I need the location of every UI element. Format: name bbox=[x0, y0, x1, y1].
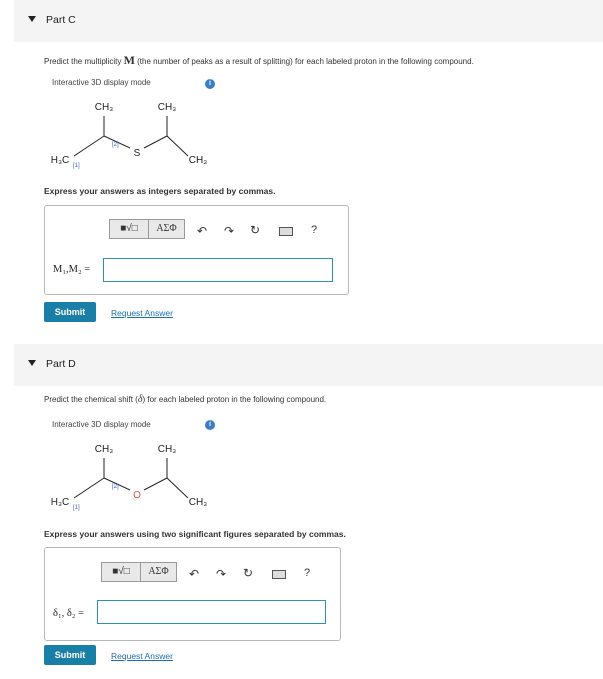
templates-button[interactable]: ■√□ bbox=[110, 220, 149, 238]
atom-label: H₃C bbox=[50, 155, 70, 166]
delta-symbol: δ bbox=[137, 394, 143, 405]
prompt-text: ) for each labeled proton in the following compound. bbox=[142, 395, 327, 404]
atom-label: CH₃ bbox=[157, 444, 177, 455]
part-d-header[interactable] bbox=[14, 344, 603, 386]
prompt-text: Predict the chemical shift ( bbox=[44, 395, 138, 404]
part-d-title: Part D bbox=[46, 358, 76, 370]
answer-input-c[interactable] bbox=[103, 258, 333, 282]
instruction-text: Express your answers as integers separated by commas. bbox=[44, 186, 276, 196]
info-icon[interactable]: i bbox=[205, 79, 215, 89]
field-label: M₁,M₂ = bbox=[53, 264, 91, 275]
heteroatom-label: O bbox=[133, 490, 141, 501]
part-c-header[interactable] bbox=[14, 0, 603, 42]
info-icon[interactable]: i bbox=[205, 420, 215, 430]
help-icon[interactable]: ? bbox=[304, 567, 311, 579]
atom-label: CH₃ bbox=[188, 497, 208, 508]
field-label: δ₁, δ₂ = bbox=[53, 608, 85, 619]
request-answer-link-c[interactable]: Request Answer bbox=[111, 308, 173, 318]
keyboard-icon[interactable] bbox=[279, 227, 293, 236]
templates-button[interactable]: ■√□ bbox=[102, 563, 141, 581]
part-c-prompt bbox=[44, 53, 474, 68]
submit-button-c[interactable]: Submit bbox=[44, 302, 96, 322]
collapse-caret-icon[interactable] bbox=[28, 16, 36, 22]
answer-input-d[interactable] bbox=[97, 600, 326, 624]
proton-label-2: [2] bbox=[112, 484, 119, 490]
collapse-caret-icon[interactable] bbox=[28, 360, 36, 366]
molecule-structure-d[interactable] bbox=[40, 438, 240, 518]
multiplicity-symbol: M bbox=[123, 53, 135, 67]
atom-label: CH₃ bbox=[157, 102, 177, 113]
redo-icon[interactable]: ↷ bbox=[216, 567, 227, 581]
proton-label-2: [2] bbox=[112, 142, 119, 148]
math-toolbar bbox=[101, 562, 177, 582]
reset-icon[interactable]: ↻ bbox=[243, 566, 254, 580]
undo-icon[interactable]: ↶ bbox=[189, 567, 200, 581]
help-icon[interactable]: ? bbox=[311, 224, 318, 236]
display-mode-label: Interactive 3D display mode bbox=[52, 420, 151, 429]
redo-icon[interactable]: ↷ bbox=[224, 224, 235, 238]
part-c-title: Part C bbox=[46, 14, 76, 26]
atom-label: CH₃ bbox=[94, 102, 114, 113]
greek-letters-button[interactable]: ΑΣΦ bbox=[156, 223, 177, 234]
instruction-text: Express your answers using two significant figures separated by commas. bbox=[44, 529, 346, 539]
prompt-text: Predict the multiplicity bbox=[44, 57, 124, 66]
answer-box-d bbox=[44, 547, 341, 641]
request-answer-link-d[interactable]: Request Answer bbox=[111, 651, 173, 661]
prompt-text: (the number of peaks as a result of splitting) for each labeled proton in the following compound. bbox=[134, 57, 474, 66]
molecule-structure-c[interactable] bbox=[40, 96, 240, 176]
part-d-prompt bbox=[44, 394, 326, 405]
atom-label: CH₃ bbox=[188, 155, 208, 166]
display-mode-label: Interactive 3D display mode bbox=[52, 78, 151, 87]
proton-label-1: [1] bbox=[73, 505, 80, 511]
keyboard-icon[interactable] bbox=[272, 570, 286, 579]
reset-icon[interactable]: ↻ bbox=[250, 223, 261, 237]
undo-icon[interactable]: ↶ bbox=[197, 224, 208, 238]
answer-box-c bbox=[44, 205, 349, 295]
atom-label: H₃C bbox=[50, 497, 70, 508]
math-toolbar bbox=[109, 219, 185, 239]
greek-letters-button[interactable]: ΑΣΦ bbox=[148, 566, 169, 577]
atom-label: CH₃ bbox=[94, 444, 114, 455]
heteroatom-label: S bbox=[133, 148, 141, 159]
submit-button-d[interactable]: Submit bbox=[44, 645, 96, 665]
proton-label-1: [1] bbox=[73, 163, 80, 169]
